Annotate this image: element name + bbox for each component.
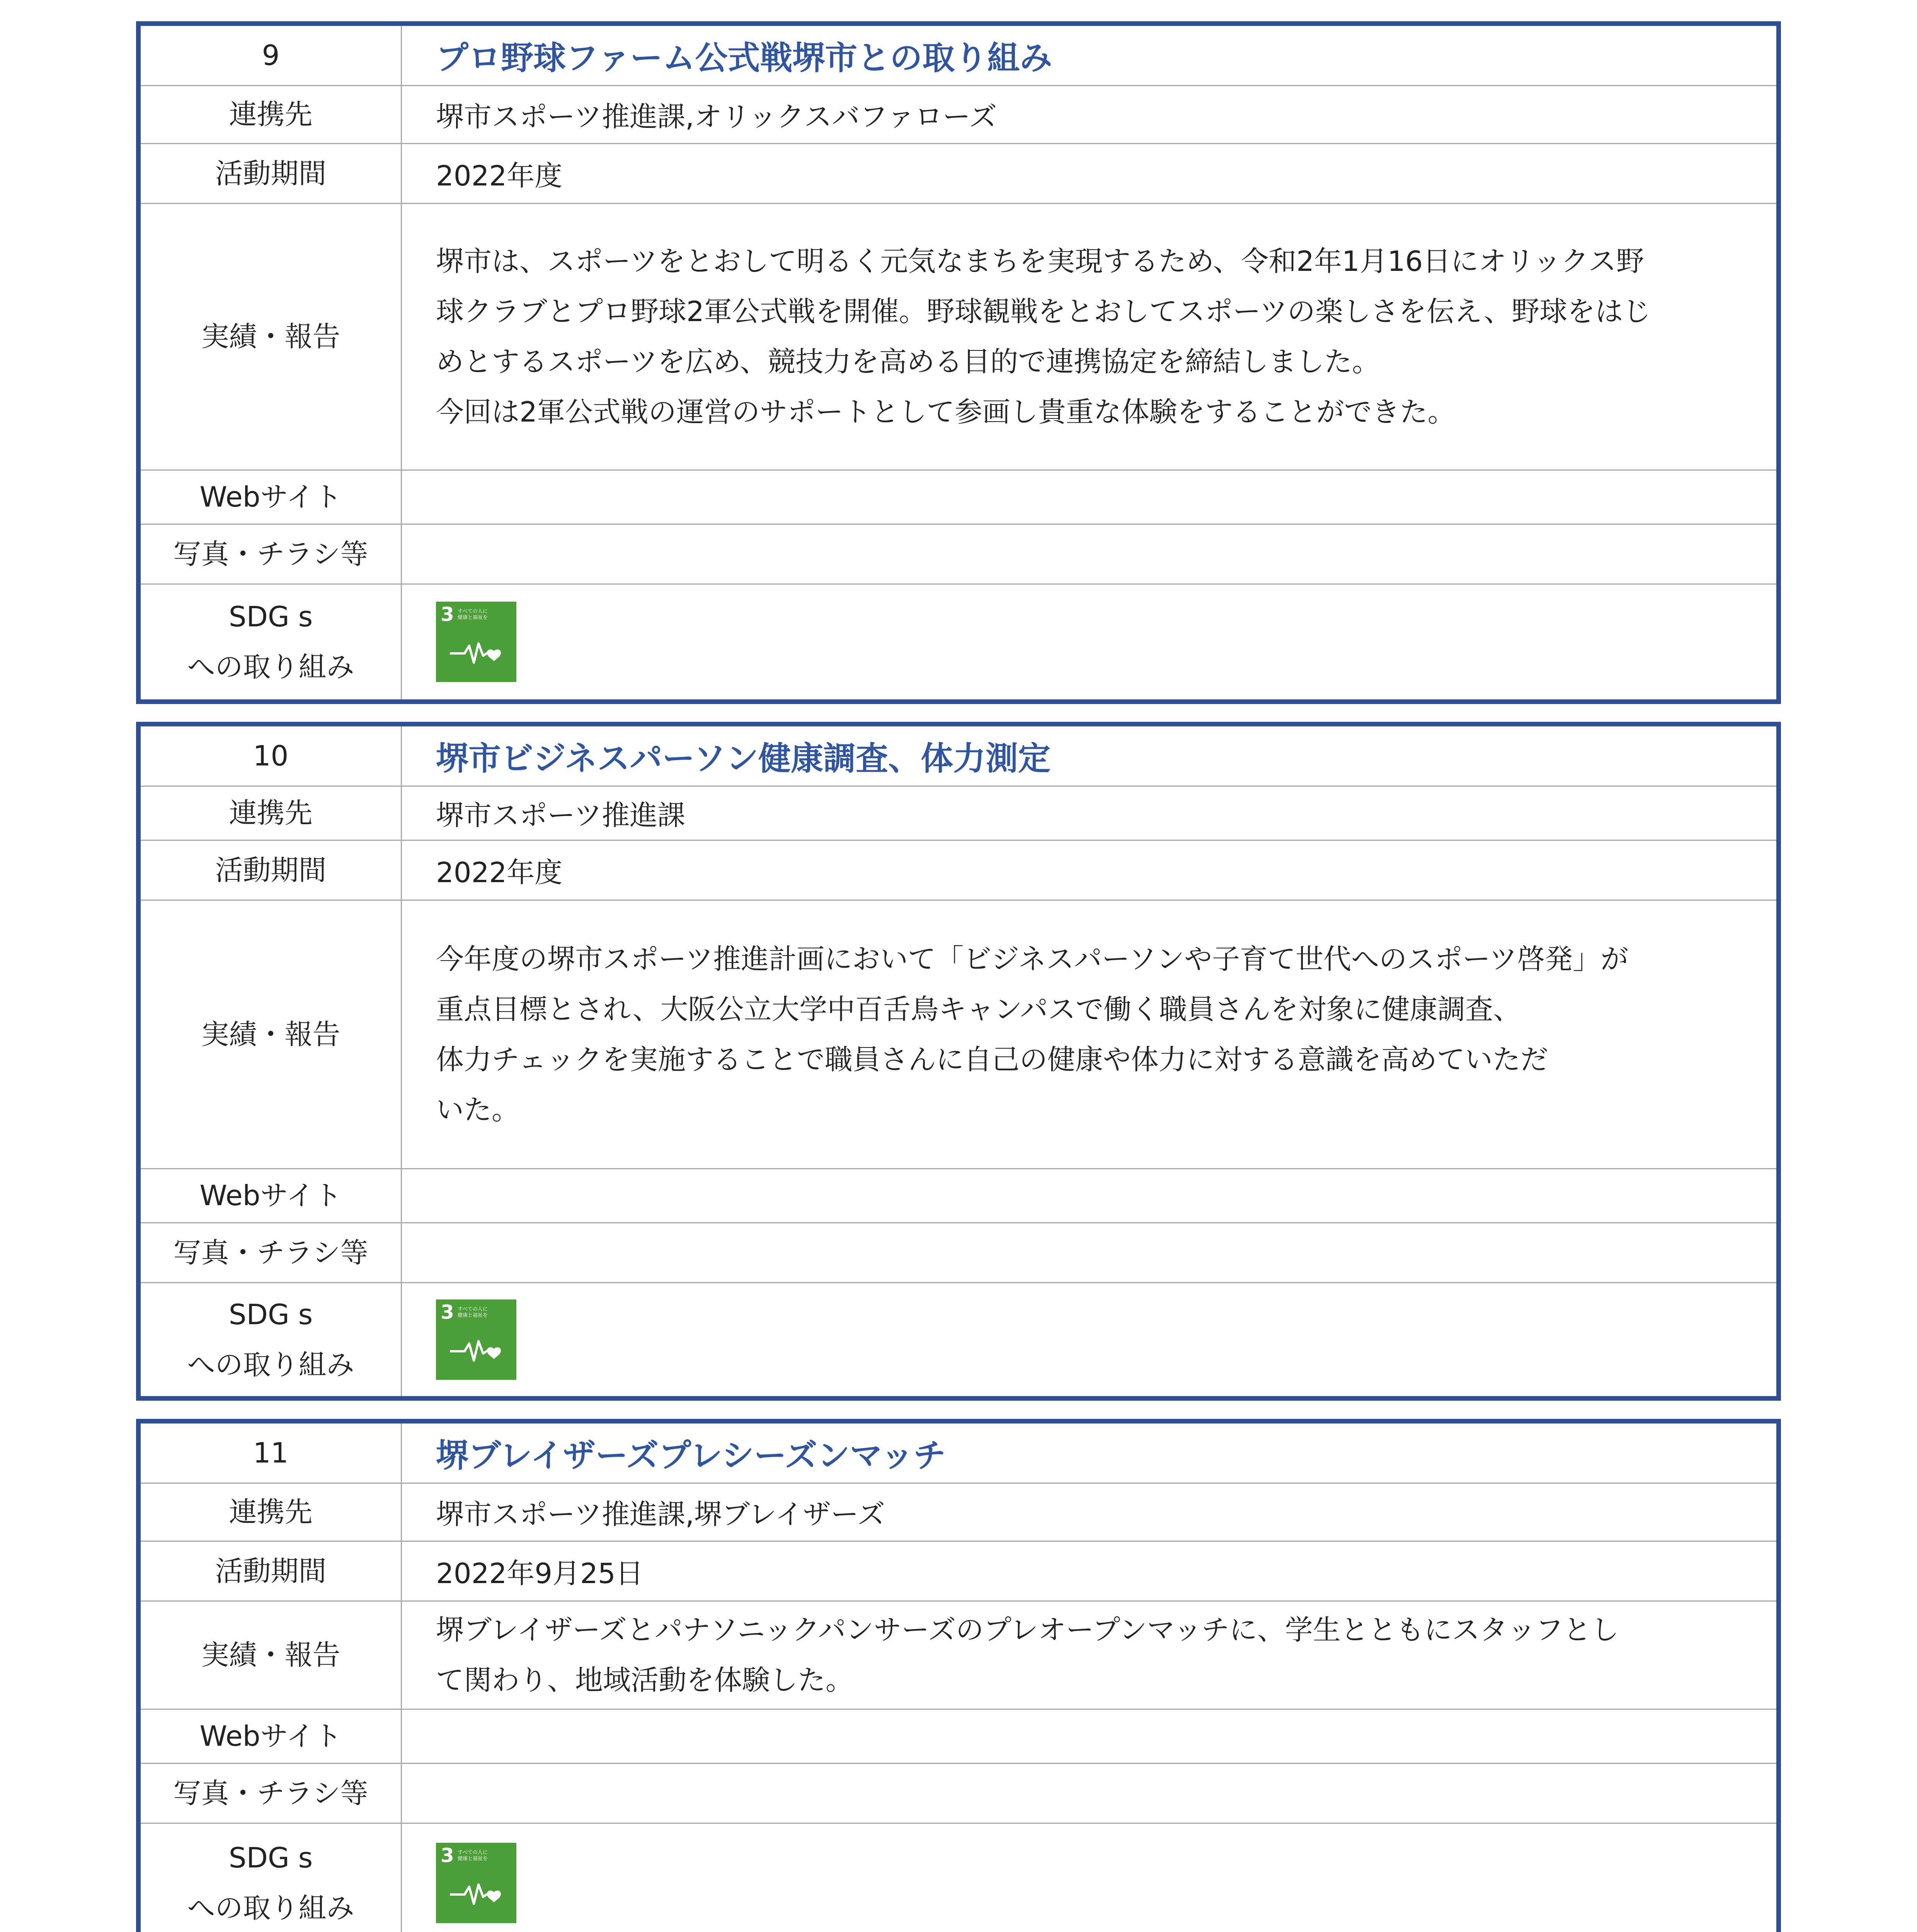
- sdg-number: 3: [441, 603, 454, 626]
- sdg-text: すべての人に 健康と福祉を: [458, 609, 488, 621]
- report-text: [402, 900, 1779, 1168]
- photos-label: 写真・チラシ等: [138, 1223, 402, 1282]
- partner-value: 堺市スポーツ推進課: [402, 786, 1779, 840]
- partner-label: 連携先: [138, 786, 402, 840]
- report-line: 球クラブとプロ野球2軍公式戦を開催。野球観戦をとおしてスポーツの楽しさを伝え、野球をはじ: [436, 295, 1651, 328]
- sdgs-value: [402, 584, 1779, 702]
- sdg-goal-3-good-health-icon: [436, 602, 516, 682]
- report-label: 実績・報告: [138, 203, 402, 470]
- website-value: [402, 1168, 1779, 1223]
- report-line: 堺市は、スポーツをとおして明るく元気なまちを実現するため、令和2年1月16日にオリックス野: [436, 245, 1644, 277]
- sdgs-label-line: への取り組み: [187, 1892, 354, 1925]
- report-label: 実績・報告: [138, 1601, 402, 1709]
- sdgs-label-line: SDG s: [228, 1842, 313, 1874]
- sdg-text: すべての人に 健康と福祉を: [458, 1850, 488, 1862]
- period-label: 活動期間: [138, 1541, 402, 1601]
- sdg-number: 3: [441, 1301, 454, 1323]
- period-value: 2022年度: [402, 143, 1779, 203]
- entry-number: 11: [138, 1421, 402, 1483]
- sdgs-value: [402, 1282, 1779, 1398]
- report-text: [402, 1601, 1779, 1709]
- sdgs-label: [138, 1823, 402, 1932]
- report-line: て関わり、地域活動を体験した。: [436, 1664, 854, 1696]
- entry-title: 堺市ビジネスパーソン健康調査、体力測定: [402, 724, 1779, 786]
- sdgs-label-line: への取り組み: [187, 1348, 354, 1381]
- period-label: 活動期間: [138, 840, 402, 900]
- report-line: 堺ブレイザーズとパナソニックパンサーズのプレオープンマッチに、学生とともにスタッフとし: [436, 1614, 1619, 1646]
- entry-title: 堺ブレイザーズプレシーズンマッチ: [402, 1421, 1779, 1483]
- report-line: 今回は2軍公式戦の運営のサポートとして参画し貴重な体験をすることができた。: [436, 396, 1456, 428]
- sdgs-label: [138, 1282, 402, 1398]
- photos-value: [402, 1763, 1779, 1823]
- activity-card: [136, 21, 1781, 704]
- activity-card: [136, 1419, 1781, 1932]
- website-value: [402, 1709, 1779, 1763]
- period-value: 2022年度: [402, 840, 1779, 900]
- period-label: 活動期間: [138, 143, 402, 203]
- partner-value: 堺市スポーツ推進課,堺ブレイザーズ: [402, 1483, 1779, 1541]
- website-label: Webサイト: [138, 1168, 402, 1223]
- website-label: Webサイト: [138, 1709, 402, 1763]
- sdgs-label-line: SDG s: [228, 1298, 313, 1331]
- partner-value: 堺市スポーツ推進課,オリックスバファローズ: [402, 85, 1779, 143]
- partner-label: 連携先: [138, 1483, 402, 1541]
- entry-number: 9: [138, 24, 402, 85]
- sdgs-label-line: SDG s: [228, 600, 313, 633]
- sdgs-value: [402, 1823, 1779, 1932]
- sdgs-label-line: への取り組み: [187, 651, 354, 684]
- report-line: いた。: [436, 1093, 520, 1126]
- entry-title: プロ野球ファーム公式戦堺市との取り組み: [402, 24, 1779, 85]
- photos-value: [402, 524, 1779, 584]
- report-line: 重点目標とされ、大阪公立大学中百舌鳥キャンパスで働く職員さんを対象に健康調査、: [436, 993, 1521, 1026]
- report-line: 体力チェックを実施することで職員さんに自己の健康や体力に対する意識を高めていただ: [436, 1043, 1548, 1076]
- sdg-goal-3-good-health-icon: [436, 1843, 516, 1923]
- sdgs-label: [138, 584, 402, 702]
- website-label: Webサイト: [138, 470, 402, 524]
- entry-number: 10: [138, 724, 402, 786]
- report-text: [402, 203, 1779, 470]
- activity-card: [136, 722, 1781, 1401]
- sdg-text: すべての人に 健康と福祉を: [458, 1306, 488, 1318]
- photos-label: 写真・チラシ等: [138, 1763, 402, 1823]
- report-label: 実績・報告: [138, 900, 402, 1168]
- sdg-number: 3: [441, 1844, 454, 1867]
- period-value: 2022年9月25日: [402, 1541, 1779, 1601]
- sdg-goal-3-good-health-icon: [436, 1299, 516, 1380]
- report-line: 今年度の堺市スポーツ推進計画において「ビジネスパーソンや子育て世代へのスポーツ啓発」が: [436, 942, 1629, 975]
- report-line: めとするスポーツを広め、競技力を高める目的で連携協定を締結しました。: [436, 345, 1380, 378]
- photos-label: 写真・チラシ等: [138, 524, 402, 584]
- photos-value: [402, 1223, 1779, 1282]
- website-value: [402, 470, 1779, 524]
- partner-label: 連携先: [138, 85, 402, 143]
